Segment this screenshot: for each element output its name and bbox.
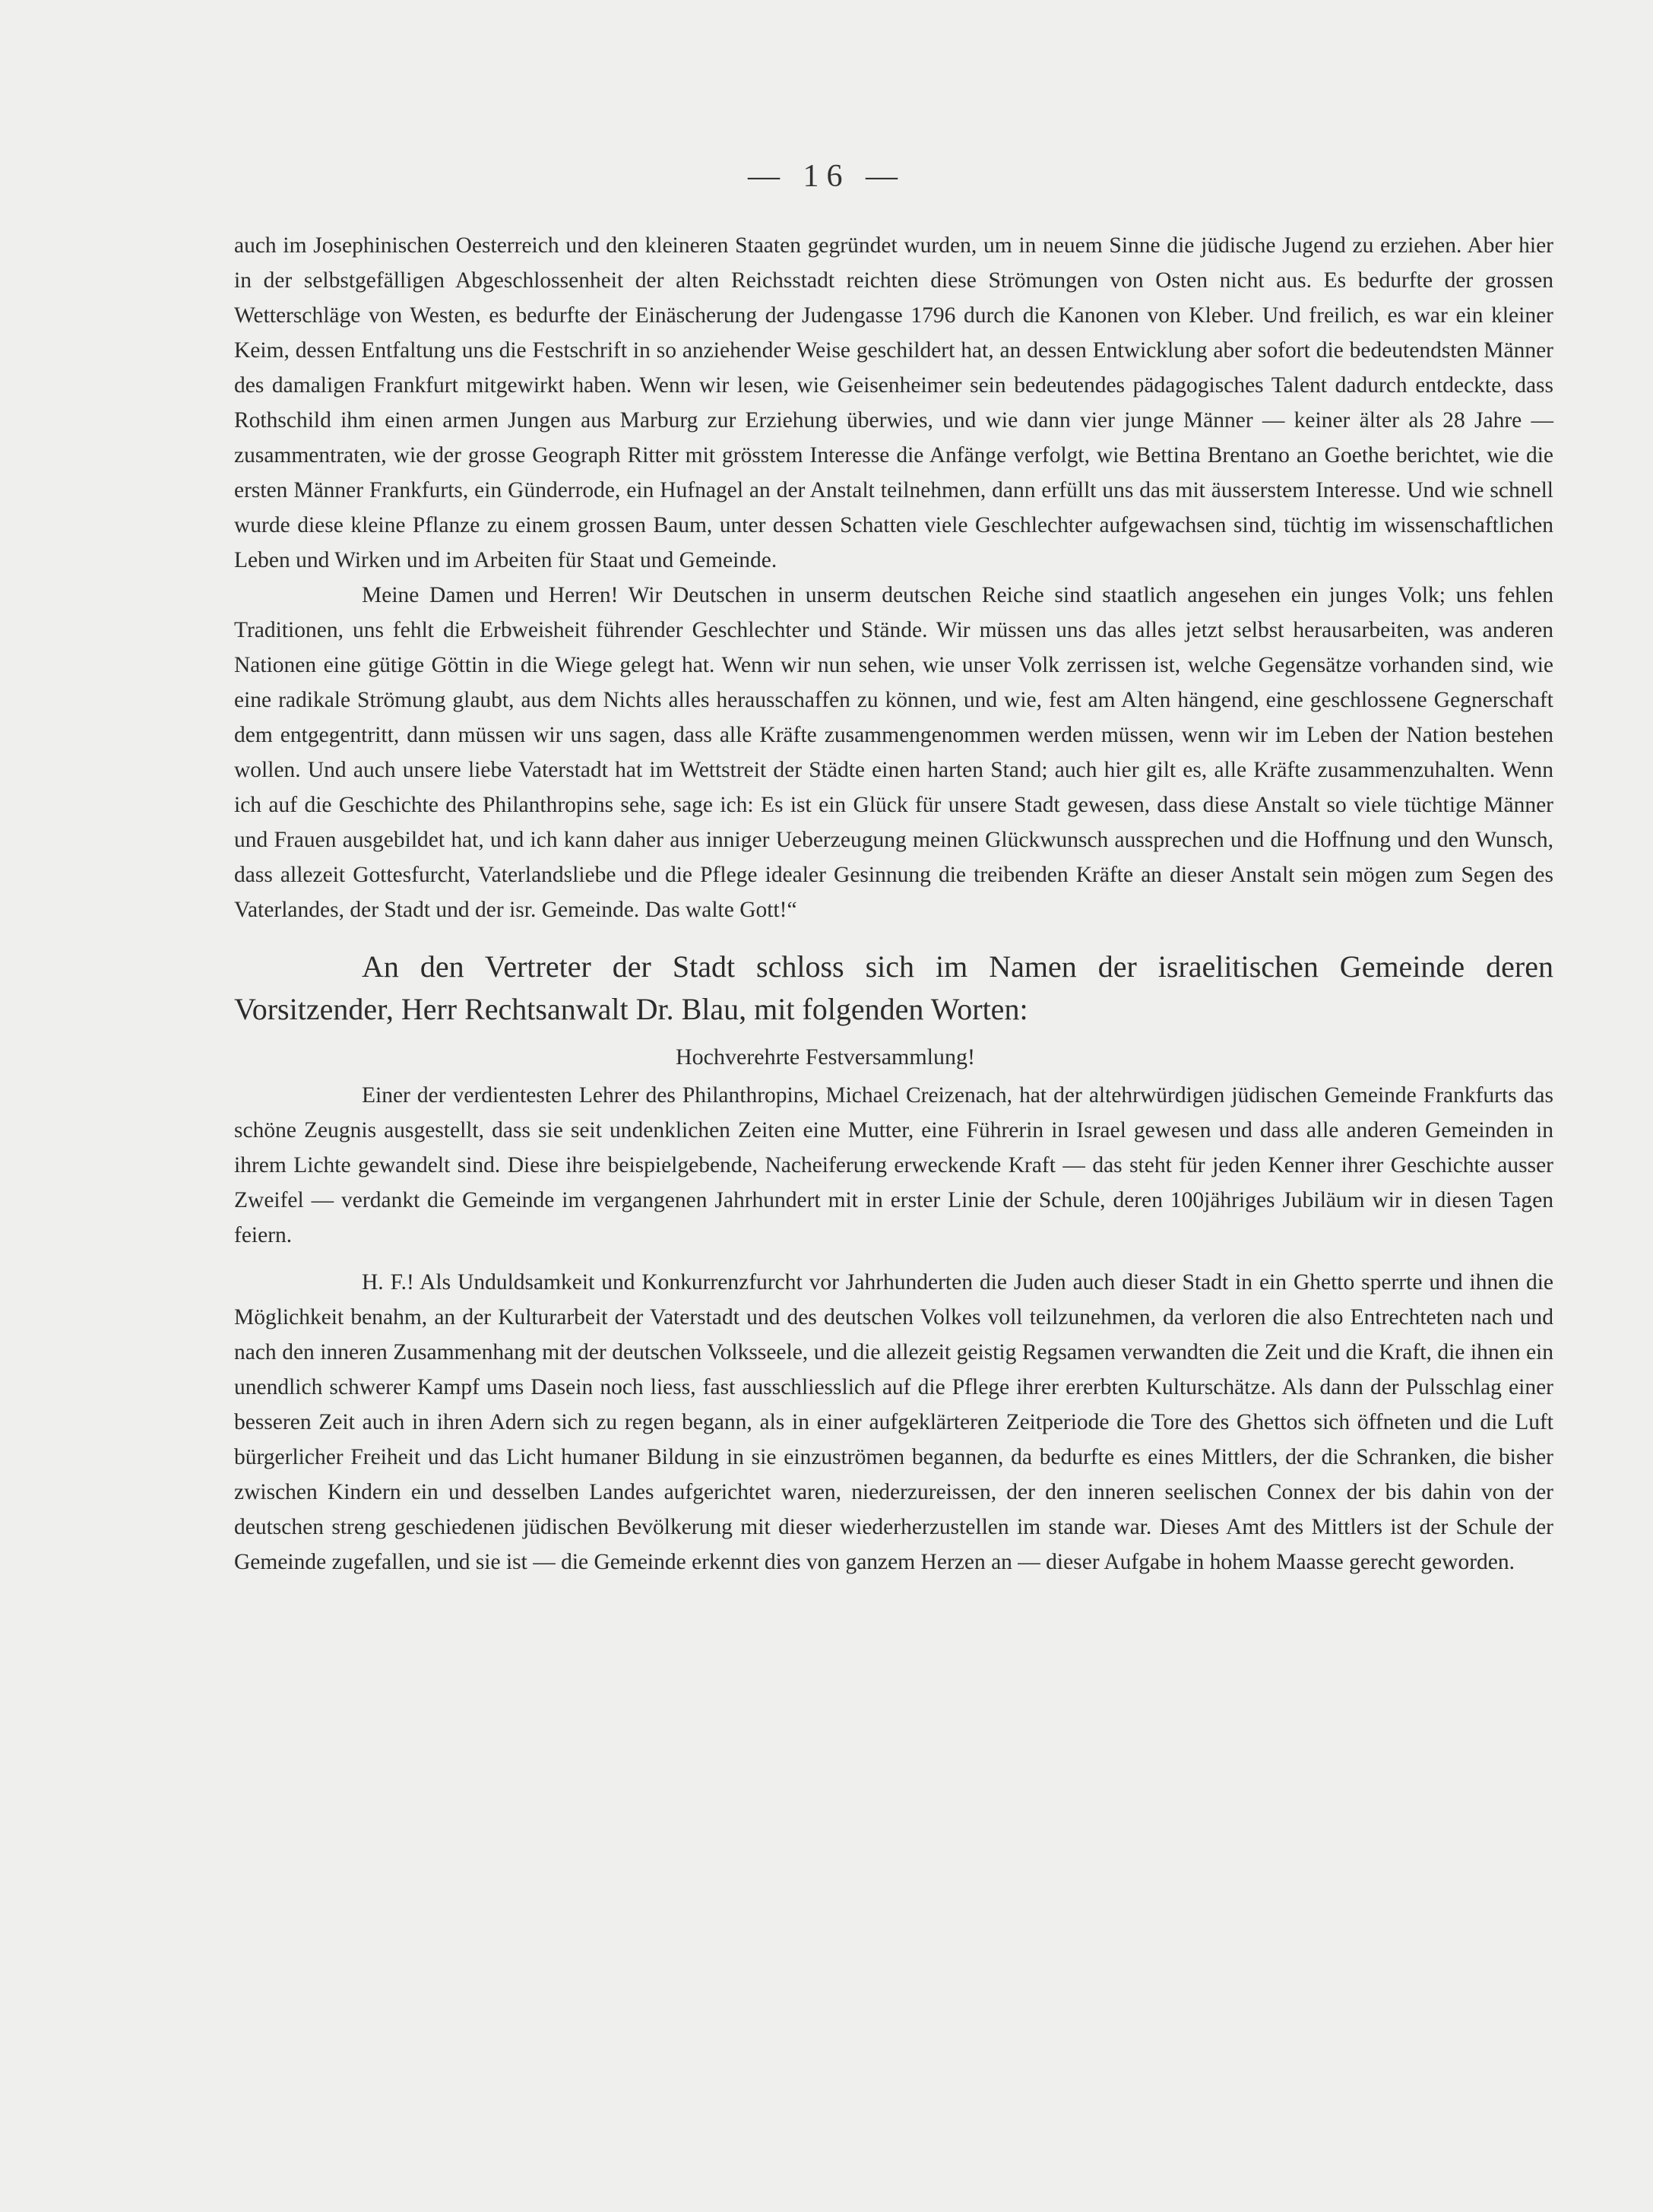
speech-introduction: An den Vertreter der Stadt schloss sich im Namen der israelitischen Gemeinde deren Vorsitzender, Herr Rechtsanwalt Dr. Blau, mit folgenden Worten: (234, 949, 1553, 1026)
page-number: — 16 — (748, 159, 905, 194)
paragraph-ghetto-history: H. F.! Als Unduldsamkeit und Konkurrenzfurcht vor Jahrhunderten die Juden auch dieser Stadt in ein Ghetto sperrte und ihnen die Möglichkeit benahm, an der Kulturarbeit der Vaterstadt und des deutschen Volkes voll teilzunehmen, da verloren die also Entrechteten nach und nach den inneren Zusammenhang mit der deutschen Volksseele, und die allezeit geistig Regsamen verwandten die Zeit und die Kraft, die ihnen ein unendlich schwerer Kampf ums Dasein noch liess, fast ausschliesslich auf die Pflege ihrer ererbten Kulturschätze. Als dann der Pulsschlag einer besseren Zeit auch in ihren Adern sich zu regen begann, als in einer aufgeklärteren Zeitperiode die Tore des Ghettos sich öffneten und die Luft bürgerlicher Freiheit und das Licht humaner Bildung in sie einzuströmen begannen, da bedurfte es eines Mittlers, der die Schranken, die bisher zwischen Kindern ein und desselben Landes aufgerichtet waren, niederzureissen, der den inneren seelischen Connex der bis dahin von der deutschen streng geschiedenen jüdischen Bevölkerung mit dieser wiederherzustellen im stande war. Dieses Amt des Mittlers ist der Schule der Gemeinde zugefallen, und sie ist — die Gemeinde erkennt dies von ganzem Herzen an — dieser Aufgabe in hohem Maasse gerecht geworden. (234, 1270, 1553, 1574)
paragraph-festschrift: auch im Josephinischen Oesterreich und den kleineren Staaten gegründet wurden, um in neuem Sinne die jüdische Jugend zu erziehen. Aber hier in der selbstgefälligen Abgeschlossenheit der alten Reichsstadt reichten diese Strömungen von Osten nicht aus. Es bedurfte der grossen Wetterschläge von Westen, es bedurfte der Einäscherung der Judengasse 1796 durch die Kanonen von Kleber. Und freilich, es war ein kleiner Keim, dessen Entfaltung uns die Festschrift in so anziehender Weise geschildert hat, an dessen Entwicklung aber sofort die bedeutendsten Männer des damaligen Frankfurt mitgewirkt haben. Wenn wir lesen, wie Geisenheimer sein bedeutendes pädagogisches Talent dadurch entdeckte, dass Rothschild ihm einen armen Jungen aus Marburg zur Erziehung überwies, und wie dann vier junge Männer — keiner älter als 28 Jahre — zusammentraten, wie der grosse Geograph Ritter mit grösstem Interesse die Anfänge verfolgt, wie Bettina Brentano an Goethe berichtet, wie die ersten Männer Frankfurts, ein Günderrode, ein Hufnagel an der Anstalt teilnehmen, dann erfüllt uns das mit äusserstem Interesse. Und wie schnell wurde diese kleine Pflanze zu einem grossen Baum, unter dessen Schatten viele Geschlechter aufgewachsen sind, tüchtig im wissenschaftlichen Leben und Wirken und im Arbeiten für Staat und Gemeinde. (234, 233, 1553, 572)
paragraph-meine-damen-und-herren: Meine Damen und Herren! Wir Deutschen in unserm deutschen Reiche sind staatlich angesehen ein junges Volk; uns fehlen Traditionen, uns fehlt die Erbweisheit führender Geschlechter und Stände. Wir müssen uns das alles jetzt selbst herausarbeiten, was anderen Nationen eine gütige Göttin in die Wiege gelegt hat. Wenn wir nun sehen, wie unser Volk zerrissen ist, welche Gegensätze vorhanden sind, wie eine radikale Strömung glaubt, aus dem Nichts alles herausschaffen zu können, und wie, fest am Alten hängend, eine geschlossene Gegnerschaft dem entgegentritt, dann müssen wir uns sagen, dass alle Kräfte zusammengenommen werden müssen, wenn wir im Leben der Nation bestehen wollen. Und auch unsere liebe Vaterstadt hat im Wettstreit der Städte einen harten Stand; auch hier gilt es, alle Kräfte zusammenzuhalten. Wenn ich auf die Geschichte des Philanthropins sehe, sage ich: Es ist ein Glück für unsere Stadt gewesen, dass diese Anstalt so viele tüchtige Männer und Frauen ausgebildet hat, und ich kann daher aus inniger Ueberzeugung meinen Glückwunsch aussprechen und die Hoffnung und den Wunsch, dass allezeit Gottesfurcht, Vaterlandsliebe und die Pflege idealer Gesinnung die treibenden Kräfte an dieser Anstalt sein mögen zum Segen des Vaterlandes, der Stadt und der isr. Gemeinde. Das walte Gott!“ (234, 583, 1553, 922)
paragraph-creizenach: Einer der verdientesten Lehrer des Philanthropins, Michael Creizenach, hat der altehrwürdigen jüdischen Gemeinde Frankfurts das schöne Zeugnis ausgestellt, dass sie seit undenklichen Zeiten eine Mutter, eine Führerin in Israel gewesen und dass alle anderen Gemeinden in ihrem Lichte gewandelt sind. Diese ihre beispielgebende, Nacheiferung erweckende Kraft — das steht für jeden Kenner ihrer Geschichte ausser Zweifel — verdankt die Gemeinde im vergangenen Jahrhundert mit in erster Linie der Schule, deren 100jähriges Jubiläum wir in diesen Tagen feiern. (234, 1083, 1553, 1247)
salutation-heading: Hochverehrte Festversammlung! (675, 1044, 976, 1070)
paragraph-spacer (234, 1253, 1553, 1265)
page-body (234, 228, 1553, 1580)
